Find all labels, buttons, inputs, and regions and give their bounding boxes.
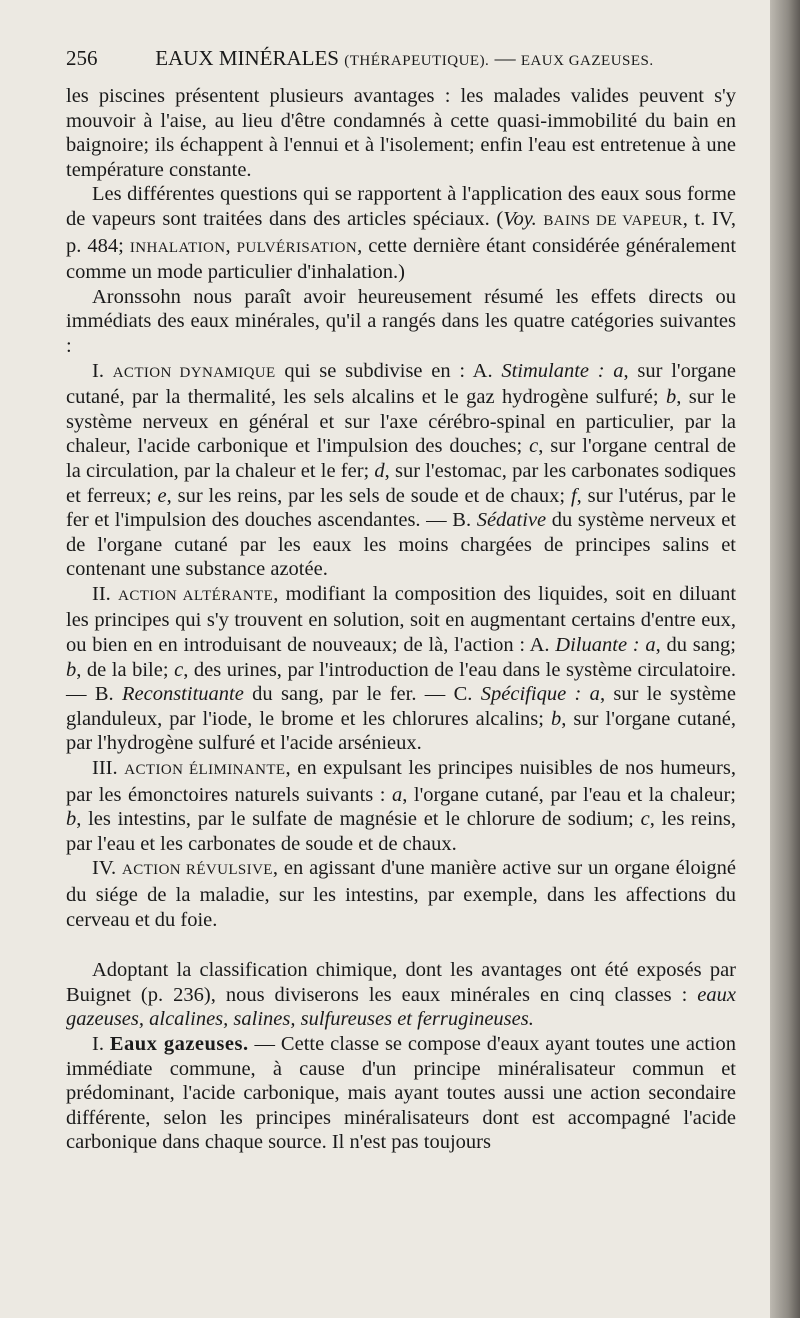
paragraph: Les différentes questions qui se rapportent à l'application des eaux sous forme de vapeurs sont traitées dans des articles spéciaux. (Voy. BAINS DE VAPEUR, t. IV, p. 484; INHALATION, PULVÉRISATION, cette dernière étant considérée généralement comme un mode particulier d'inhalation.) [66,183,737,284]
running-header [66,44,736,75]
section-paragraph: I. Eaux gazeuses. — Cette classe se compose d'eaux ayant toutes une action immédiate commune, à cause d'un principe minéralisateur commun et prédominant, l'acide carbonique, mais ayant toutes aussi une action secondaire différente, selon les principes minéralisateurs dont est accompagné l'acide carbonique dans chaque source. Il n'est pas toujours [66,1032,736,1154]
list-item: I. ACTION DYNAMIQUE qui se subdivise en : A. Stimulante : a, sur l'organe cutané, par la thermalité, les sels alcalins et le gaz hydrogène sulfuré; b, sur le système nerveux en général et sur l'axe cérébro-spinal en particulier, par la chaleur, l'acide carbonique et l'impulsion des douches; c, sur l'organe central de la circulation, par la chaleur et le fer; d, sur l'estomac, par les carbonates sodiques et ferreux; e, sur les reins, par les sels de soude et de chaux; f, sur l'utérus, par le fer et l'impulsion des douches ascendantes. — B. Sédative du système nerveux et de l'organe cutané par les eaux les moins chargées de principes salins et contenant une substance azotée. [66,359,737,581]
list-item: III. ACTION ÉLIMINANTE, en expulsant les principes nuisibles de nos humeurs, par les émonctoires naturels suivants : a, l'organe cutané, par l'eau et la chaleur; b, les intestins, par le sulfate de magnésie et le chlorure de sodium; c, les reins, par l'eau et les carbonates de soude et de chaux. [66,757,736,855]
cross-reference: BAINS DE VAPEUR [543,212,683,229]
page-body [66,84,736,1155]
paragraph: Aronssohn nous paraît avoir heureusement résumé les effets directs ou immédiats des eaux minérales, qu'il a rangés dans les quatre catégories suivantes : [66,285,736,357]
header-section: EAUX GAZEUSES. [520,53,654,69]
page-number: 256 [66,46,98,70]
action-term: ACTION DYNAMIQUE [112,364,276,381]
cross-reference: PULVÉRISATION [236,239,358,256]
header-dash: — [494,46,516,70]
header-title: EAUX MINÉRALES [155,46,339,70]
section-heading: Eaux gazeuses. [109,1032,249,1055]
action-term: ACTION ALTÉRANTE [118,587,274,604]
paragraph-gap [66,932,736,958]
page-edge [770,0,800,1318]
paragraph: les piscines présentent plusieurs avantages : les malades valides peuvent s'y mouvoir à l'aise, au lieu d'être condamnés à cette quasi-immobilité du bain en baignoire; ils échappent à l'ennui et à l'isolement; enfin l'eau est entretenue à une température constante. [66,85,736,181]
list-item: IV. ACTION RÉVULSIVE, en agissant d'une manière active sur un organe éloigné du siége de la maladie, sur les intestins, par exemple, dans les affections du cerveau et du foie. [66,857,736,931]
action-term: ACTION ÉLIMINANTE [124,762,286,779]
header-subtitle: (THÉRAPEUTIQUE). [344,53,490,69]
paragraph: Adoptant la classification chimique, dont les avantages ont été exposés par Buignet (p. 236), nous diviserons les eaux minérales en cinq classes : eaux gazeuses, alcalines, salines, sulfureuses et ferrugineuses. [66,959,736,1031]
action-term: ACTION RÉVULSIVE [121,862,273,879]
list-item: II. ACTION ALTÉRANTE, modifiant la composition des liquides, soit en diluant les principes qui s'y trouvent en solution, soit en augmentant certains d'entre eux, ou bien en en introduisant de nouveaux; de là, l'action : A. Diluante : a, du sang; b, de la bile; c, des urines, par l'introduction de l'eau dans le système circulatoire. — B. Reconstituante du sang, par le fer. — C. Spécifique : a, sur le système glanduleux, par l'iode, le brome et les chlorures alcalins; b, sur l'organe cutané, par l'hydrogène sulfuré et l'acide arsénieux. [66,582,737,755]
class-list: eaux gazeuses, alcalines, salines, sulfureuses et ferrugineuses. [66,983,736,1031]
cross-reference: INHALATION [129,239,226,256]
